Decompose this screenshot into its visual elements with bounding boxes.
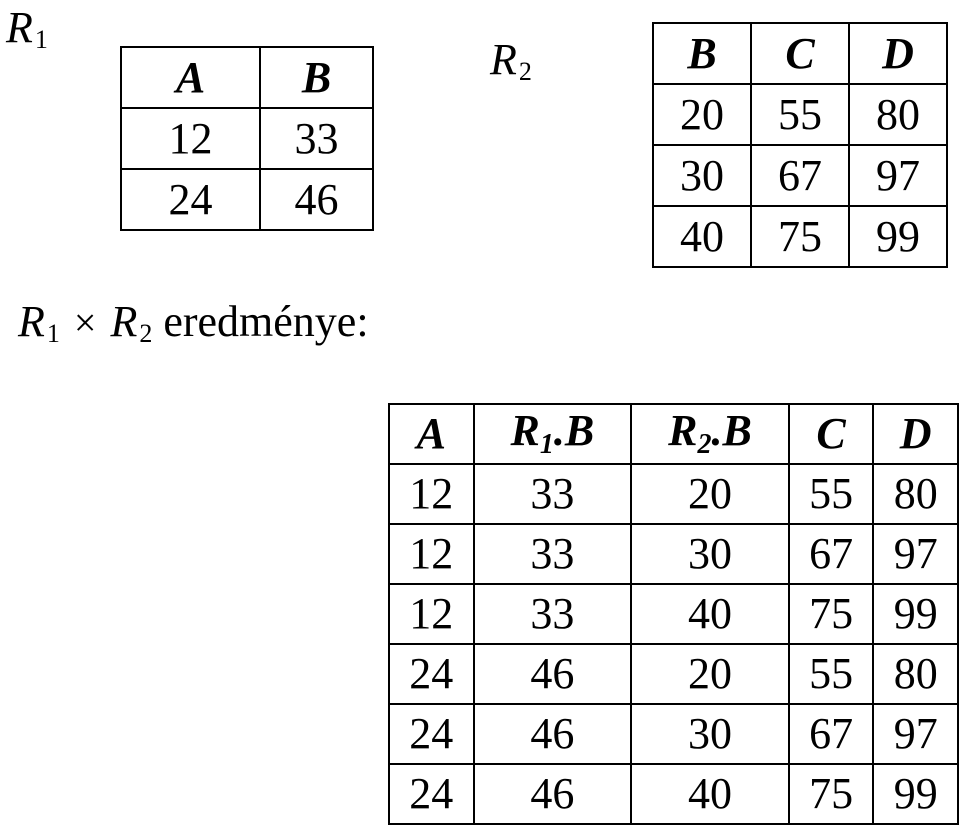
table-cell: 55 [751, 84, 849, 145]
table-cell: 46 [474, 764, 632, 824]
caption-left-name: R [18, 297, 45, 346]
caption-left-sub: 1 [46, 319, 60, 348]
table-row [653, 145, 947, 206]
result-col-header-d: D [873, 404, 958, 464]
table-cell: 80 [849, 84, 947, 145]
table-cell: 80 [873, 644, 958, 704]
r1-col-header: B [260, 47, 373, 108]
table-cell: 12 [389, 464, 474, 524]
table-cell: 12 [389, 584, 474, 644]
result-table [388, 403, 959, 825]
r2-col-header: D [849, 23, 947, 84]
table-row [389, 464, 958, 524]
result-col-header-r1b: $R_1.B$ [474, 404, 632, 464]
table-row [653, 206, 947, 267]
r2-table [652, 22, 948, 268]
table-row [389, 524, 958, 584]
table-row [389, 704, 958, 764]
table-row [389, 584, 958, 644]
table-cell: 12 [121, 108, 260, 169]
table-cell: 99 [873, 764, 958, 824]
table-cell: 99 [849, 206, 947, 267]
table-cell: 97 [873, 524, 958, 584]
table-row [121, 169, 373, 230]
table-cell: 97 [873, 704, 958, 764]
table-cell: 20 [653, 84, 751, 145]
caption-right-name: R [110, 297, 138, 346]
table-cell: 67 [751, 145, 849, 206]
r1-table [120, 46, 374, 231]
table-cell: 75 [789, 584, 874, 644]
table-row [121, 108, 373, 169]
table-cell: 75 [751, 206, 849, 267]
r1-col-header: A [121, 47, 260, 108]
table-cell: 30 [631, 704, 789, 764]
table-cell: 12 [389, 524, 474, 584]
table-cell: 46 [474, 704, 632, 764]
r1-header-row [121, 47, 373, 108]
table-row [389, 644, 958, 704]
r2-col-header: B [653, 23, 751, 84]
table-cell: 99 [873, 584, 958, 644]
r2-col-header: C [751, 23, 849, 84]
table-cell: 33 [474, 464, 632, 524]
caption-right-sub: 2 [139, 319, 153, 348]
r2-label-sub: 2 [518, 57, 532, 86]
table-cell: 40 [631, 584, 789, 644]
table-cell: 67 [789, 524, 874, 584]
table-row [389, 764, 958, 824]
r1-label [6, 3, 48, 54]
table-cell: 40 [631, 764, 789, 824]
table-cell: 30 [653, 145, 751, 206]
r1-label-name: R [6, 3, 33, 52]
table-cell: 67 [789, 704, 874, 764]
cross-product-operator: × [73, 300, 97, 345]
table-cell: 30 [631, 524, 789, 584]
table-cell: 46 [474, 644, 632, 704]
table-cell: 24 [389, 704, 474, 764]
table-cell: 33 [474, 584, 632, 644]
table-cell: 55 [789, 644, 874, 704]
r2-header-row [653, 23, 947, 84]
table-cell: 33 [260, 108, 373, 169]
table-cell: 20 [631, 644, 789, 704]
table-cell: 24 [389, 764, 474, 824]
r2-label-name: R [490, 35, 517, 84]
result-col-header-a: A [389, 404, 474, 464]
table-cell: 55 [789, 464, 874, 524]
table-cell: 75 [789, 764, 874, 824]
result-col-header-c: C [789, 404, 874, 464]
result-caption [18, 297, 369, 348]
table-cell: 46 [260, 169, 373, 230]
r2-label [490, 35, 532, 86]
result-header-row [389, 404, 958, 464]
table-cell: 24 [121, 169, 260, 230]
table-cell: 20 [631, 464, 789, 524]
table-cell: 97 [849, 145, 947, 206]
table-cell: 40 [653, 206, 751, 267]
table-cell: 33 [474, 524, 632, 584]
table-row [653, 84, 947, 145]
result-col-header-r2b: $R_2.B$ [631, 404, 789, 464]
table-cell: 80 [873, 464, 958, 524]
caption-suffix: eredménye: [152, 297, 369, 346]
r1-label-sub: 1 [34, 25, 48, 54]
table-cell: 24 [389, 644, 474, 704]
